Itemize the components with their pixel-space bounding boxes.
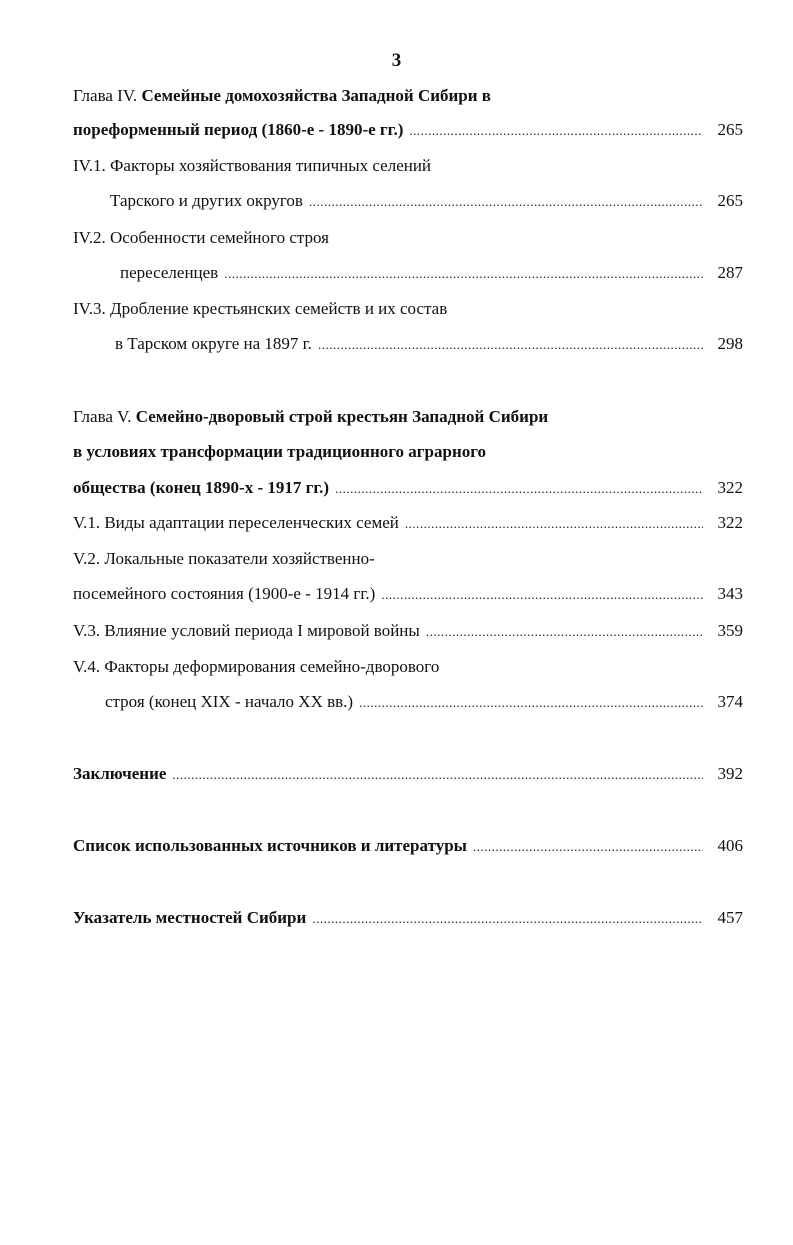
- index-page: 457: [717, 908, 743, 927]
- sources-page: 406: [717, 836, 743, 855]
- toc-entry-v4-line-2[interactable]: [73, 689, 743, 715]
- toc-entry-v2-line-2[interactable]: [73, 581, 743, 607]
- chapter-5-title-line-2: в условиях трансформации традиционного аграрного: [73, 442, 487, 461]
- conclusion-page: 392: [717, 764, 743, 783]
- toc-entry-iv2-page: 287: [717, 263, 743, 282]
- page-number: 3: [391, 50, 402, 71]
- chapter-5-heading-line-3[interactable]: [73, 475, 743, 501]
- chapter-5-page: 322: [717, 478, 743, 497]
- chapter-4-heading-line-1: [73, 83, 743, 109]
- toc-entry-iv3-title-cont: в Тарском округе на 1897 г.: [115, 334, 312, 353]
- toc-entry-v2-title: V.2. Локальные показатели хозяйственно-: [73, 549, 375, 568]
- toc-entry-iv3-title: IV.3. Дробление крестьянских семейств и их состав: [73, 299, 448, 318]
- leader-dots: [309, 189, 703, 215]
- toc-entry-iv2-title-cont: переселенцев: [120, 263, 219, 282]
- leader-dots: [381, 582, 703, 608]
- toc-entry-v3-title: V.3. Влияние условий периода I мировой войны: [73, 621, 420, 640]
- leader-dots: [473, 834, 703, 860]
- toc-entry-v2-page: 343: [717, 584, 743, 603]
- toc-entry-iv1-line-1: [73, 153, 743, 179]
- chapter-5-title-line-1: Семейно-дворовый строй крестьян Западной Сибири: [135, 407, 549, 426]
- sources-title: Список использованных источников и литературы: [73, 836, 467, 855]
- toc-entry-v3[interactable]: [73, 618, 743, 644]
- conclusion-title: Заключение: [73, 764, 167, 783]
- chapter-5-heading-line-1: [73, 404, 743, 430]
- toc-entry-v4-line-1: [73, 654, 743, 680]
- leader-dots: [172, 762, 703, 788]
- toc-entry-iv3-page: 298: [717, 334, 743, 353]
- leader-dots: [318, 332, 703, 358]
- chapter-4-title-line-1: Семейные домохозяйства Западной Сибири в: [141, 86, 491, 105]
- chapter-5-title-line-3: общества (конец 1890-х - 1917 гг.): [73, 478, 330, 497]
- toc-entry-v1-title: V.1. Виды адаптации переселенческих семей: [73, 513, 399, 532]
- leader-dots: [409, 118, 703, 144]
- chapter-4-title-line-2: пореформенный период (1860-е - 1890-е гг.): [73, 120, 404, 139]
- toc-entry-iv2-line-1: [73, 225, 743, 251]
- toc-entry-v2-title-cont: посемейного состояния (1900-е - 1914 гг.): [73, 584, 376, 603]
- toc-entry-v1-page: 322: [717, 513, 743, 532]
- toc-entry-conclusion[interactable]: [73, 761, 743, 787]
- chapter-4-label: Глава IV.: [73, 86, 138, 105]
- toc-entry-v1[interactable]: [73, 510, 743, 536]
- toc-entry-v4-title-cont: строя (конец XIX - начало XX вв.): [105, 692, 354, 711]
- leader-dots: [426, 619, 703, 645]
- toc-entry-iv3-line-1: [73, 296, 743, 322]
- toc-entry-iv1-page: 265: [717, 191, 743, 210]
- toc-entry-iv2-line-2[interactable]: [73, 260, 743, 286]
- leader-dots: [405, 511, 703, 537]
- chapter-4-page: 265: [717, 120, 743, 139]
- leader-dots: [335, 476, 703, 502]
- leader-dots: [359, 690, 703, 716]
- leader-dots: [224, 261, 703, 287]
- toc-entry-v2-line-1: [73, 546, 743, 572]
- toc-entry-v4-page: 374: [717, 692, 743, 711]
- toc-entry-index[interactable]: [73, 905, 743, 931]
- toc-entry-iv3-line-2[interactable]: [73, 331, 743, 357]
- toc-entry-v3-page: 359: [717, 621, 743, 640]
- leader-dots: [312, 906, 703, 932]
- toc-entry-sources[interactable]: [73, 833, 743, 859]
- index-title: Указатель местностей Сибири: [73, 908, 307, 927]
- chapter-5-label: Глава V.: [73, 407, 132, 426]
- chapter-5-heading-line-2: [73, 439, 743, 465]
- chapter-4-heading-line-2[interactable]: [73, 117, 743, 143]
- toc-entry-iv1-title: IV.1. Факторы хозяйствования типичных селений: [73, 156, 432, 175]
- toc-entry-iv1-line-2[interactable]: [73, 188, 743, 214]
- toc-entry-iv2-title: IV.2. Особенности семейного строя: [73, 228, 330, 247]
- toc-entry-v4-title: V.4. Факторы деформирования семейно-дворового: [73, 657, 440, 676]
- toc-entry-iv1-title-cont: Тарского и других округов: [110, 191, 303, 210]
